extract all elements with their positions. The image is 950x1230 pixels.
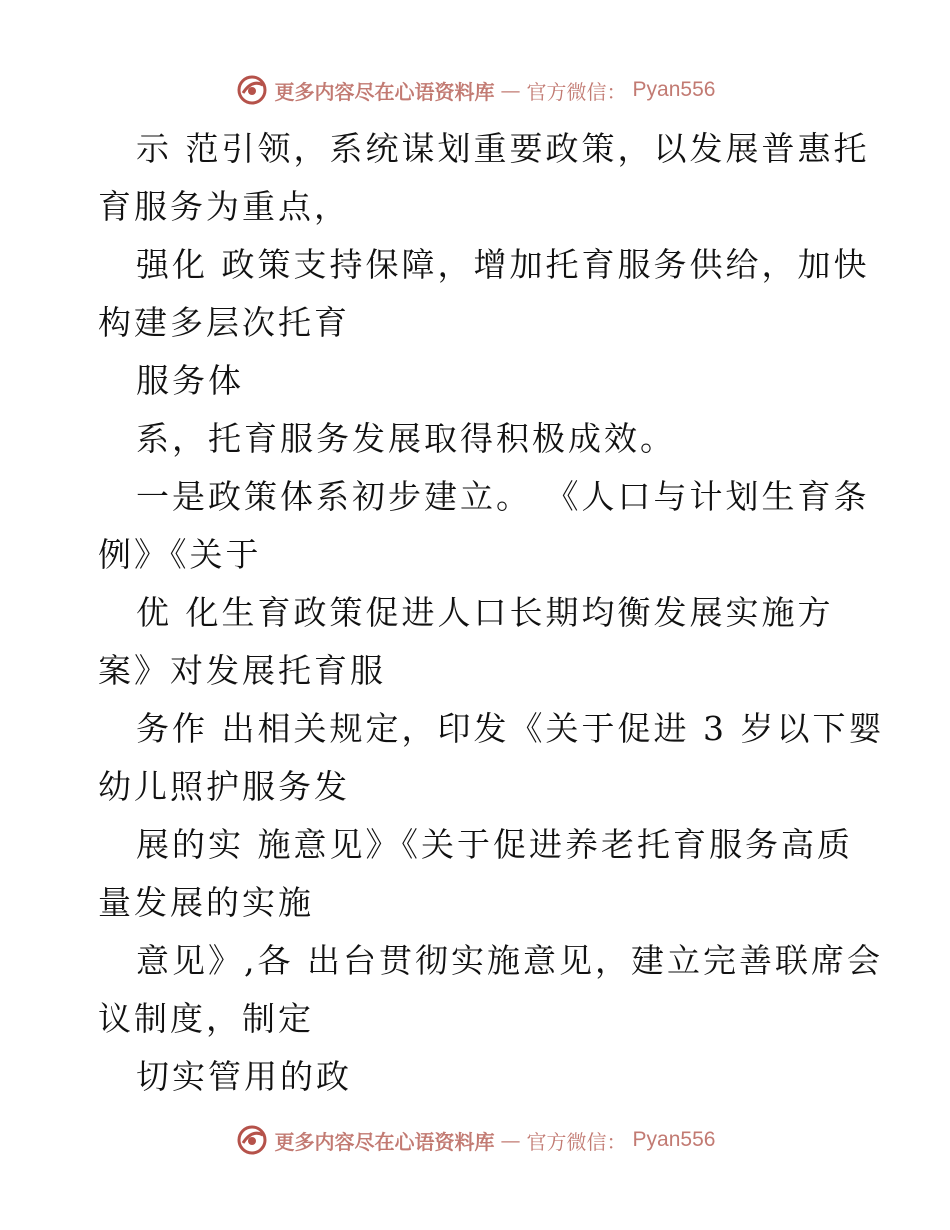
- text-line: 系，托育服务发展取得积极成效。: [136, 419, 676, 458]
- watermark-text: 更多内容尽在心语资料库: [274, 79, 495, 104]
- text-line: 构建多层次托育: [98, 303, 350, 342]
- watermark-wechat-id: Pyan556: [632, 1128, 716, 1151]
- text-line: 优 化生育政策促进人口长期均衡发展实施方: [136, 593, 834, 632]
- text-line: 强化 政策支持保障，增加托育服务供给，加快: [136, 245, 870, 284]
- text-line: 展的实 施意见》《关于促进养老托育服务高质: [136, 825, 853, 864]
- document-body: [98, 120, 885, 1106]
- watermark-text: 更多内容尽在心语资料库: [274, 1129, 495, 1154]
- text-line: 案》对发展托育服: [98, 651, 386, 690]
- text-line: 意见》,各 出台贯彻实施意见，建立完善联席会: [136, 941, 883, 980]
- text-line: 幼儿照护服务发: [98, 767, 350, 806]
- watermark-wechat-label: 官方微信：: [526, 1129, 627, 1154]
- text-line: 务作 出相关规定，印发《关于促进 3 岁以下婴: [136, 709, 885, 748]
- watermark-dash: —: [500, 1128, 521, 1152]
- text-line: 例》《关于: [98, 535, 262, 574]
- header-watermark: [0, 70, 950, 110]
- watermark-dash: —: [500, 78, 521, 102]
- footer-watermark: [0, 1120, 950, 1160]
- text-line: 示 范引领，系统谋划重要政策，以发展普惠托: [136, 129, 870, 168]
- watermark-wechat-label: 官方微信：: [526, 79, 627, 104]
- logo-icon: [235, 1123, 269, 1157]
- text-line: 议制度，制定: [98, 999, 314, 1038]
- logo-icon: [235, 73, 269, 107]
- text-line: 育服务为重点，: [98, 187, 350, 226]
- text-line: 服务体: [136, 361, 244, 400]
- text-line: 一是政策体系初步建立。 《人口与计划生育条: [136, 477, 870, 516]
- text-line: 量发展的实施: [98, 883, 314, 922]
- text-line: 切实管用的政: [136, 1057, 352, 1096]
- watermark-wechat-id: Pyan556: [632, 78, 716, 101]
